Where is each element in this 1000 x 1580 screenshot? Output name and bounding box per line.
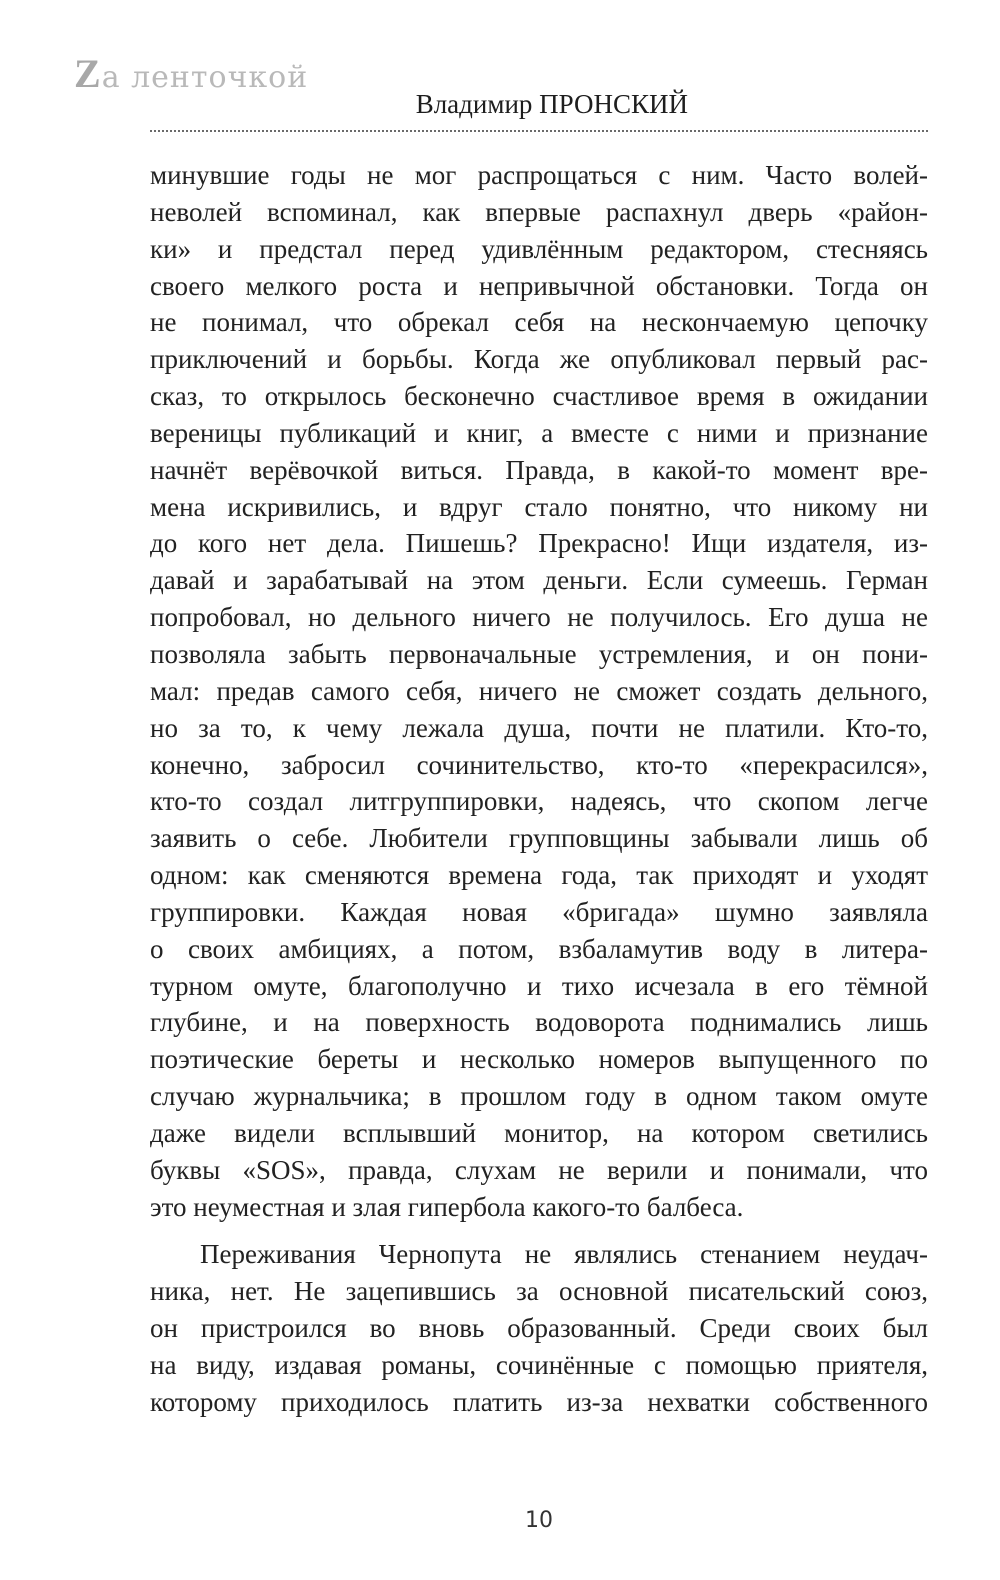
text-line: мал: предав самого себя, ничего не сможет создать дельного, [150,675,928,706]
text-line: о своих амбициях, а потом, взбаламутив воду в литера- [150,933,928,964]
text-line: давай и зарабатывай на этом деньги. Если сумеешь. Герман [150,565,928,596]
text-line: которому приходилось платить из-за нехватки собственного [150,1386,928,1417]
paragraph-2 [150,1236,928,1420]
text-line: мена искривились, и вдруг стало понятно, что никому ни [150,491,928,522]
text-line: минувшие годы не мог распрощаться с ним. Часто волей- [150,160,928,190]
paragraph-1 [150,157,928,1225]
text-line: не понимал, что обрекал себя на нескончаемую цепочку [150,307,928,338]
text-line: даже видели всплывший монитор, на котором светились [150,1117,928,1148]
text-line: турном омуте, благополучно и тихо исчезала в его тёмной [150,970,928,1001]
series-title-initial: Z [74,51,102,96]
text-line: это неуместная и злая гипербола какого-то балбеса. [150,1191,744,1222]
running-header-author: Владимир ПРОНСКИЙ [415,89,688,119]
text-line: Переживания Чернопута не являлись стенанием неудач- [200,1239,928,1270]
text-line: приключений и борьбы. Когда же опубликовал первый рас- [150,344,928,375]
text-line: до кого нет дела. Пишешь? Прекрасно! Ищи издателя, из- [150,528,928,559]
text-line: начнёт верёвочкой виться. Правда, в какой-то момент вре- [150,454,928,485]
text-line: вереницы публикаций и книг, а вместе с ними и признание [150,417,928,448]
text-line: на виду, издавая романы, сочинённые с помощью приятеля, [150,1350,928,1380]
text-line: одном: как сменяются времена года, так приходят и уходят [150,860,928,891]
text-line: неволей вспоминал, как впервые распахнул дверь «район- [150,196,928,227]
text-line: глубине, и на поверхность водоворота поднимались лишь [150,1007,928,1038]
header-divider [150,130,928,132]
text-line: своего мелкого роста и непривычной обстановки. Тогда он [150,270,928,301]
series-title-rest: а ленточкой [101,60,309,95]
series-title [74,50,308,97]
text-line: поэтические береты и несколько номеров выпущенного по [150,1044,928,1075]
text-line: кто-то создал литгруппировки, надеясь, что скопом легче [150,786,928,817]
text-line: попробовал, но дельного ничего не получилось. Его душа не [150,602,928,633]
text-line: случаю журнальчика; в прошлом году в одном таком омуте [150,1081,928,1112]
text-line: группировки. Каждая новая «бригада» шумно заявляла [150,896,928,927]
text-line: заявить о себе. Любители групповщины забывали лишь об [150,823,928,854]
text-line: он пристроился во вновь образованный. Среди своих был [150,1313,928,1344]
body-text [150,157,928,1421]
page-number: 10 [525,1508,553,1533]
text-line: буквы «SOS», правда, слухам не верили и понимали, что [150,1154,928,1185]
text-line: позволяла забыть первоначальные устремления, и он пони- [150,638,928,669]
text-line: сказ, то открылось бесконечно счастливое время в ожидании [150,381,928,412]
text-line: но за то, к чему лежала душа, почти не платили. Кто-то, [150,712,928,743]
text-line: конечно, забросил сочинительство, кто-то «перекрасился», [150,749,928,780]
text-line: ки» и предстал перед удивлённым редактором, стесняясь [150,233,928,264]
text-line: ника, нет. Не зацепившись за основной писательский союз, [150,1276,928,1307]
